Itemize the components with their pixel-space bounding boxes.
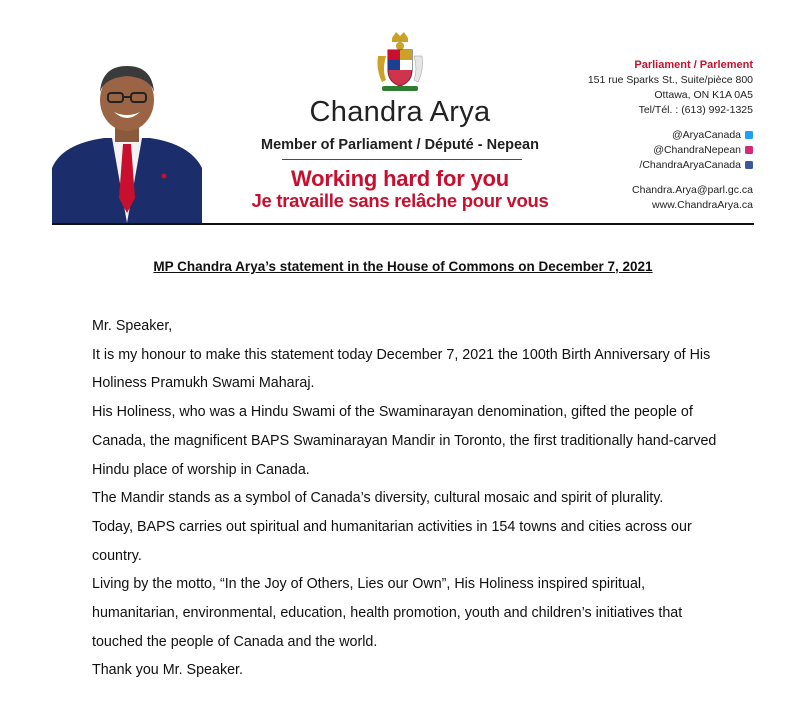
paragraph: Mr. Speaker, xyxy=(92,318,173,334)
facebook-icon xyxy=(745,161,753,169)
facebook-handle-text: /ChandraAryaCanada xyxy=(639,159,741,171)
statement-body xyxy=(92,312,732,685)
statement-title: MP Chandra Arya’s statement in the House of Commons on December 7, 2021 xyxy=(153,259,653,274)
phone: Tel/Tél. : (613) 992-1325 xyxy=(638,104,753,116)
instagram-icon xyxy=(745,146,753,154)
instagram-handle-text: @ChandraNepean xyxy=(653,144,741,156)
mp-name: Chandra Arya xyxy=(309,96,491,128)
paragraph: The Mandir stands as a symbol of Canada’s diversity, cultural mosaic and spirit of plurality. xyxy=(92,490,664,507)
divider xyxy=(282,159,522,160)
twitter-handle-text: @AryaCanada xyxy=(671,129,741,141)
email: Chandra.Arya@parl.gc.ca xyxy=(632,184,753,196)
mp-portrait-photo xyxy=(52,48,202,223)
address-line-1: 151 rue Sparks St., Suite/pièce 800 xyxy=(587,74,753,86)
twitter-icon xyxy=(745,131,753,139)
instagram-handle xyxy=(533,143,753,158)
contact-block xyxy=(533,58,753,213)
office-label: Parliament / Parlement xyxy=(634,59,753,71)
paragraph: Today, BAPS carries out spiritual and humanitarian activities in 154 towns and cities across our country. xyxy=(92,518,692,564)
paragraph: Thank you Mr. Speaker. xyxy=(92,662,243,679)
mp-role: Member of Parliament / Député - Nepean xyxy=(261,137,539,153)
letterhead-divider xyxy=(52,223,754,225)
facebook-handle xyxy=(533,158,753,173)
paragraph: His Holiness, who was a Hindu Swami of the Swaminarayan denomination, gifted the people of Canada, the magnificent BAPS Swaminarayan Mandir in Toronto, the first traditionally hand-carved Hindu place of worship in Canada. xyxy=(92,404,717,478)
paragraph: Living by the motto, “In the Joy of Others, Lies our Own”, His Holiness inspired spiritual, humanitarian, environmental, education, health promotion, youth and children’s initiatives that touched the people of Canada and the world. xyxy=(92,576,683,650)
twitter-handle xyxy=(533,128,753,143)
paragraph: It is my honour to make this statement today December 7, 2021 the 100th Birth Anniversary of His Holiness Pramukh Swami Maharaj. xyxy=(92,346,711,392)
tagline-french: Je travaille sans relâche pour vous xyxy=(251,190,549,211)
coat-of-arms-icon xyxy=(372,30,428,94)
letterhead xyxy=(0,0,799,226)
address-line-2: Ottawa, ON K1A 0A5 xyxy=(654,89,753,101)
website: www.ChandraArya.ca xyxy=(652,199,753,211)
tagline-english: Working hard for you xyxy=(290,166,510,191)
